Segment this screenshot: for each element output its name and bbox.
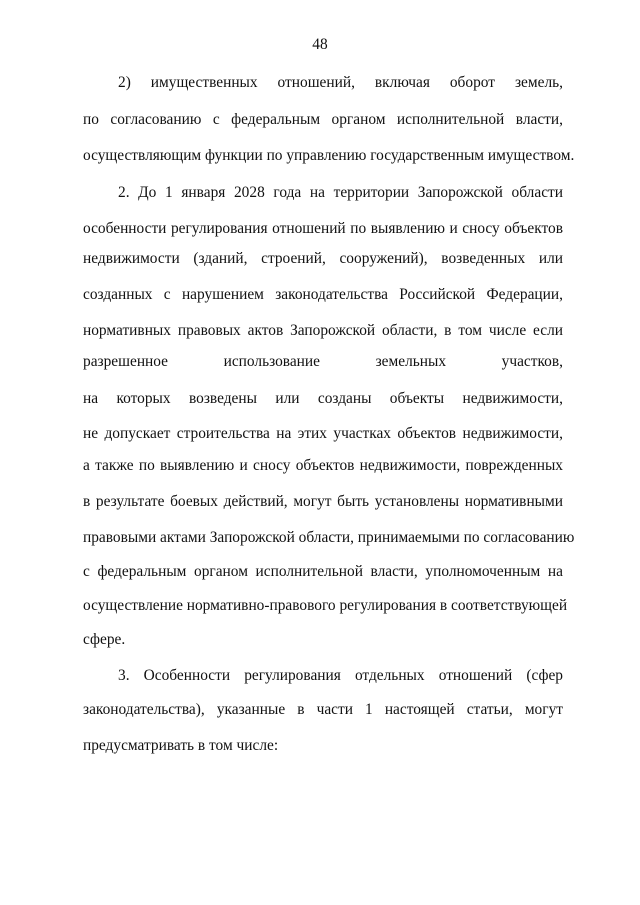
text-line: 2) имущественных отношений, включая оборот земель, [118,74,563,91]
text-line: не допускает строительства на этих участках объектов недвижимости, [83,425,563,442]
text-line: особенности регулирования отношений по выявлению и сносу объектов [83,220,563,237]
text-line: на которых возведены или созданы объекты недвижимости, [83,390,563,407]
text-line: 2. До 1 января 2028 года на территории Запорожской области [118,184,563,201]
text-line: осуществление нормативно-правового регулирования в соответствующей [83,597,568,614]
text-line: а также по выявлению и сносу объектов недвижимости, поврежденных [83,457,563,474]
text-line: созданных с нарушением законодательства Российской Федерации, [83,286,563,303]
page-number: 48 [312,36,328,53]
text-line: законодательства), указанные в части 1 настоящей статьи, могут [83,701,563,718]
text-line: нормативных правовых актов Запорожской области, в том числе если [83,322,563,339]
text-line: разрешенное использование земельных участков, [83,353,563,370]
text-line: 3. Особенности регулирования отдельных отношений (сфер [118,667,563,684]
text-line: недвижимости (зданий, строений, сооружений), возведенных или [83,250,563,267]
text-line: сфере. [83,631,126,648]
text-line: правовыми актами Запорожской области, принимаемыми по согласованию [83,529,575,546]
text-line: по согласованию с федеральным органом исполнительной власти, [83,111,563,128]
text-line: предусматривать в том числе: [83,737,279,754]
text-line: осуществляющим функции по управлению государственным имуществом. [83,147,575,164]
text-line: в результате боевых действий, могут быть установлены нормативными [83,493,563,510]
text-line: с федеральным органом исполнительной власти, уполномоченным на [83,563,563,580]
